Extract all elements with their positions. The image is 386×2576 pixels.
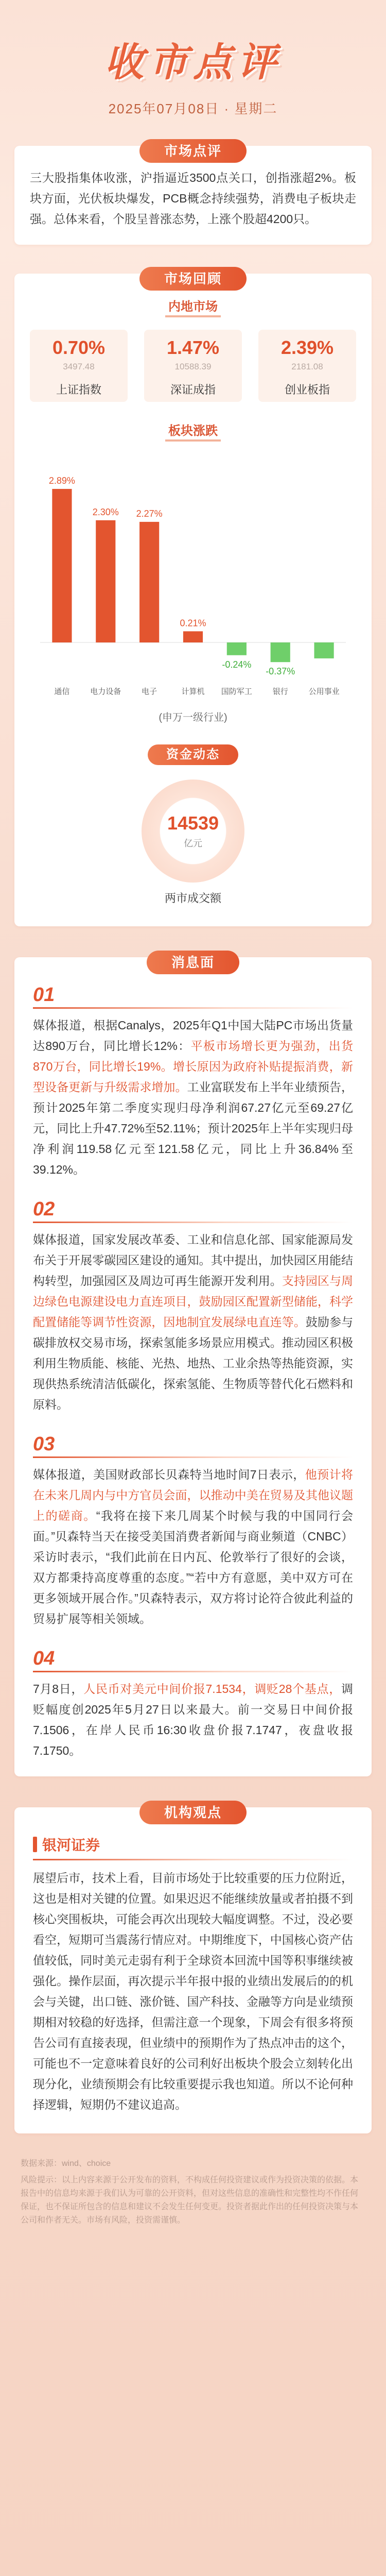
news-number: 01 [33,984,55,1006]
news-text-pre: 7月8日， [33,1682,84,1696]
news-text-post: “我将在接下来几周某个时候与我的中国同行会面。”贝森特当天在接受美国消费者新闻与商业频道（CNBC）采访时表示，“我们此前在日内瓦、伦敦举行了很好的会谈，双方都秉持高度尊重的态度。”“若中方有意愿，美中双方可在更多领域开展合作。”贝森特表示，双方将讨论符合彼此利益的贸易扩展等相关领域。 [33,1509,353,1625]
turnover-label: 资金动态 [148,744,238,765]
news-text-post: 调贬幅度创2025年5月27日以来最大。前一交易日中间价报7.1506，在岸人民币16:30收盘价报7.1747，夜盘收报7.1750。 [33,1682,353,1757]
news-number: 02 [33,1198,55,1220]
section-title: 消息面 [147,951,239,974]
index-change: 0.70% [52,337,106,358]
data-source-note: 数据来源：wind、choice [21,2159,111,2168]
section-header [30,143,356,178]
chart-category-label: 通信 [54,687,70,696]
section-title: 市场回顾 [139,267,247,291]
chart-data-label: -0.37% [266,666,295,677]
chart-category-label: 计算机 [181,687,205,696]
news-text-highlight: 支持园区与周边绿色电源建设电力直连项目，鼓励园区配置新型储能，科学配置储能等调节性资源，因地制宜发展绿电直连等。 [33,1274,354,1329]
institution-card [14,1807,372,2133]
page-title: 收市点评 [104,41,282,84]
section-title: 市场点评 [139,139,247,163]
section-header [14,955,372,989]
sector-label: 板块涨跌 [165,420,221,442]
market-review-card [14,271,372,926]
news-text-post: 鼓励参与碳排放权交易市场，探索氢能多场景应用模式。推动园区积极利用生物质能、核能、光热、地热、工业余热等热能资源，实现供热系统清洁低碳化，探索氢能、生物质等替代化石燃料和原料。 [33,1315,354,1411]
chart-bar [183,631,203,642]
chart-axis-label: (申万一级行业) [159,712,227,723]
chart-bar [271,642,290,662]
news-text-pre: 媒体报道，美国财政部长贝森特当地时间7日表示， [33,1468,305,1481]
section-header [14,271,372,306]
chart-bar [139,522,159,642]
chart-category-label: 电子 [142,687,157,696]
news-text-highlight: 平板市场增长更为强劲，出货870万台，同比增长19%。增长原因为政府补贴提振消费，新型设备更新与升级需求增加。 [33,1039,353,1094]
index-name: 上证指数 [56,383,101,396]
chart-data-label: 2.89% [48,475,75,486]
hero-header [0,0,386,126]
chart-category-label: 公用事业 [308,687,340,696]
sector-label-wrap [14,420,372,442]
news-text-post: 工业富联发布上半年业绩预告，预计2025年第二季度实现归母净利润67.27亿元至69.27亿元，同比上升47.72%至52.11%；预计2025年上半年实现归母净利润119.58亿元至121.58亿元，同比上升36.84%至39.12%。 [33,1080,354,1176]
news-text [33,1464,353,1629]
section-title: 机构观点 [139,1801,247,1824]
index-card[interactable] [144,330,242,402]
news-text-pre: 媒体报道，根据Canalys，2025年Q1中国大陆PC市场出货量达890万台，同比增长12%： [33,1019,353,1053]
news-item [14,1433,372,1629]
chart-category-label: 银行 [272,687,288,696]
news-item [14,1648,372,1761]
news-card [14,957,372,1776]
turnover-wrap [14,779,372,883]
divider [33,1859,353,1860]
turnover-unit: 亿元 [184,838,202,849]
chart-data-label: 2.27% [136,508,163,519]
turnover-circle [142,779,244,883]
disclaimer: 风险提示：以上内容来源于公开发布的资料，不构成任何投资建议或作为投资决策的依据。本报告中的信息均来源于我们认为可靠的公开资料，但对这些信息的准确性和完整性均不作任何保证，也不保证所包含的信息和建议不会发生任何变更。投资者据此作出的任何投资决策与本公司和作者无关。市场有风险，投资需谨慎。 [21,2176,359,2225]
divider [33,1671,353,1672]
chart-data-label: -0.24% [222,659,252,670]
index-card[interactable] [258,330,356,402]
index-name: 创业板指 [284,383,330,396]
institution-text: 展望后市，技术上看，目前市场处于比较重要的压力位附近，这也是相对关键的位置。如果迟迟不能继续放量或者拍摄不到核心突围板块，可能会再次出现较大幅度调整。不过，没必要看空，短期可当震荡行情应对。中期维度下，中国核心资产估值较低，同时美元走弱有利于全球资本回流中国等积事继续被强化。操作层面，再次提示半年报中报的业绩出发展后的的机会与关键，出口链、涨价链、国产科技、金融等方向是业绩预期相对较稳的好选择，但需注意一个现象，下周会有很多将预告公司有直接表现，但业绩中的预期作为了热点冲击的这个，可能也不一定意味着良好的公司利好出板块个股会立刻转化出现分化，业绩预期会有比较重要提示我也知道。所以不论何种择逻辑，短期仍不建议追高。 [33,1871,353,2111]
turnover-value: 14539 [167,812,219,834]
index-name: 深证成指 [170,383,216,396]
footer [0,2157,386,2227]
market-comment-card [14,143,372,245]
news-text-highlight: 他预计将在未来几周内与中方官员会面，以推动中美在贸易及其他议题上的磋商。 [33,1468,353,1522]
divider [33,1007,353,1009]
institution-body [14,1834,372,2115]
chart-bar [227,642,247,655]
report-date: 2025年07月08日 · 星期二 [108,101,278,116]
divider [33,1456,353,1458]
news-item [14,984,372,1180]
chart-bar [52,489,72,642]
news-text [33,1229,353,1415]
chart-category-label: 电力设备 [90,687,121,696]
market-comment-text: 三大股指集体收涨，沪指逼近3500点关口，创指涨超2%。板块方面，光伏板块爆发，PCB概念持续强势，消费电子板块走强。总体来看，个股呈普涨态势，上涨个股超4200只。 [30,171,356,226]
institution-source: 银河证券 [42,1837,100,1853]
chart-data-label: 0.21% [180,618,206,629]
chart-bar [96,520,115,642]
news-text-highlight: 人民币对美元中间价报7.1534，调贬28个基点， [83,1682,341,1696]
index-change: 2.39% [280,337,334,358]
index-value: 3497.48 [63,362,95,371]
index-card[interactable] [30,330,128,402]
divider [33,1222,353,1223]
chart-category-label: 国防军工 [221,687,252,696]
news-number: 04 [33,1648,55,1669]
news-text [33,1015,353,1180]
index-value: 2181.08 [291,362,323,371]
sector-chart-wrap [14,442,372,724]
index-value: 10588.39 [174,362,212,371]
section-header [14,1805,372,1839]
chart-bar [314,642,334,658]
sector-bar-chart [35,447,351,704]
news-item [14,1198,372,1415]
news-text [33,1679,353,1761]
news-number: 03 [33,1433,55,1455]
index-row [14,330,372,402]
turnover-label-wrap [14,744,372,765]
news-text-pre: 媒体报道，国家发展改革委、工业和信息化部、国家能源局发布关于开展零碳园区建设的通知。其中提出，加快园区用能结构转型，加强园区及周边可再生能源开发利用。 [33,1233,353,1287]
chart-data-label: 2.30% [92,506,119,517]
domestic-market-label: 内地市场 [165,296,221,317]
turnover-name: 两市成交额 [164,892,221,905]
index-change: 1.47% [166,337,220,358]
